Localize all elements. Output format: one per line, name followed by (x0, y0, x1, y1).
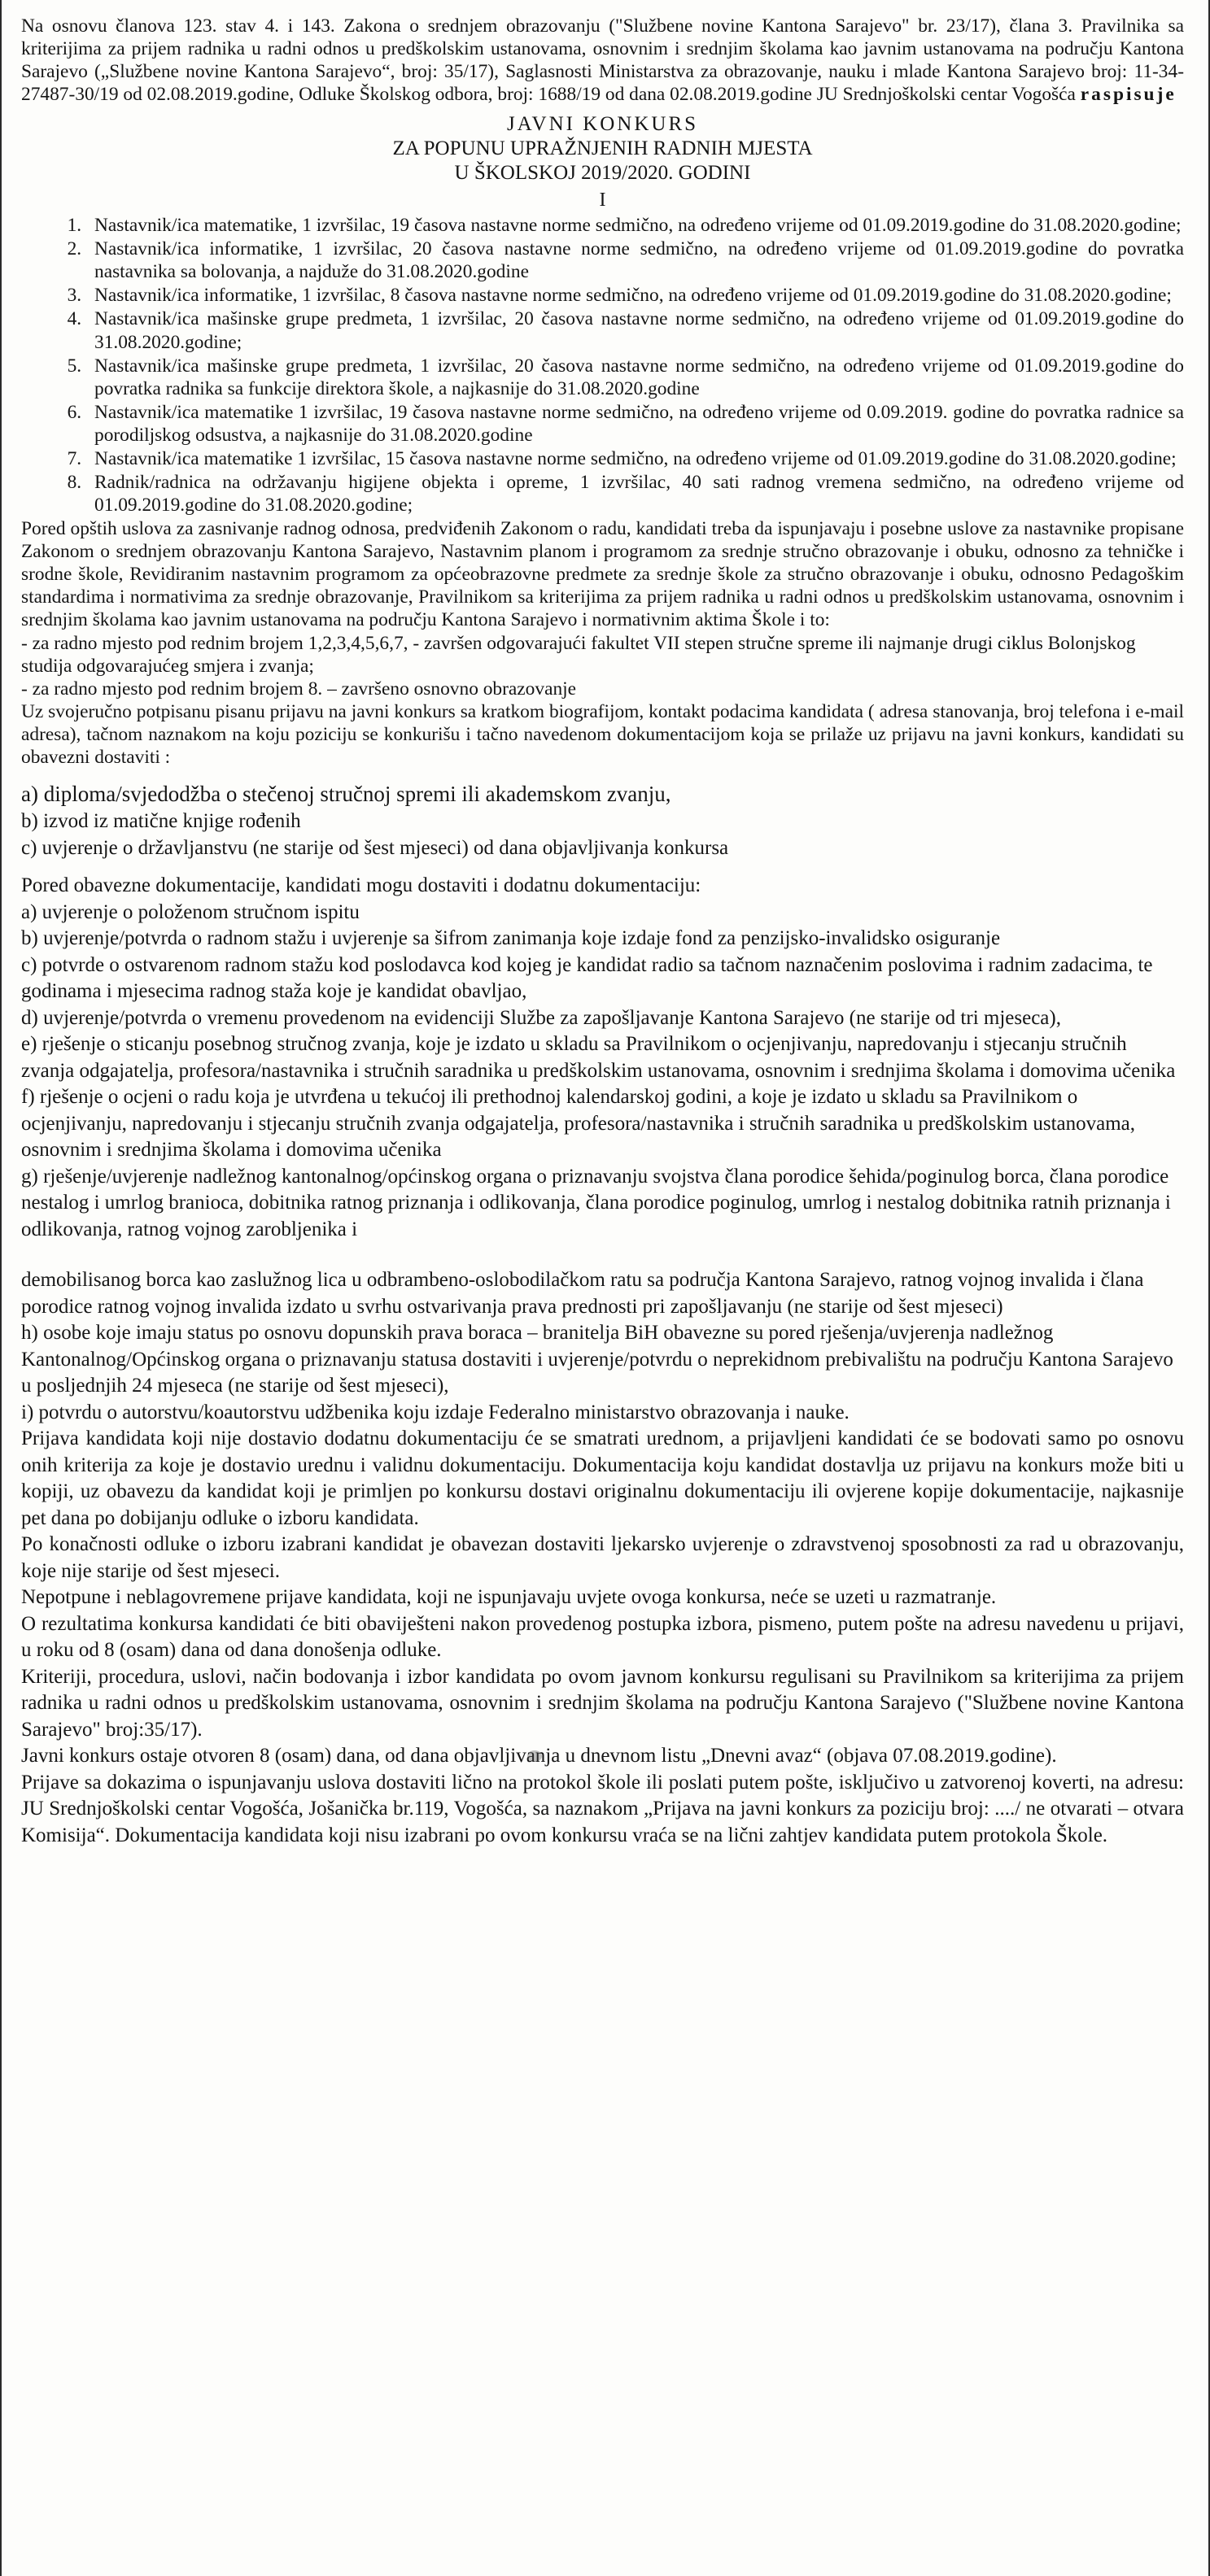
additional-doc-item: h) osobe koje imaju status po osnovu dopunskih prava boraca – branitelja BiH obavezne su pored rješenja/uvjerenja nadležnog Kantonalnog/Općinskog organa o priznavanju statusa dostaviti i uvjerenje/potvrdu o neprekidnom prebivalištu na području Kantona Sarajevo u posljednjih 24 mjeseca (ne starije od šest mjeseci), (21, 1322, 1173, 1397)
paragraph-criteria: Kriteriji, procedura, uslovi, način bodovanja i izbor kandidata po ovom javnom konkursu regulisani su Pravilnikom sa kriterijima za prijem radnika u radni odnos u predškolskim ustanovama, osnovnim i srednjim školama na području Kantona Sarajevo ("Službene novine Kantona Sarajevo" broj:35/17). (21, 1665, 1184, 1741)
intro-paragraph (21, 15, 1184, 106)
additional-doc-item: b) uvjerenje/potvrda o radnom stažu i uvjerenje sa šifrom zanimanja koje izdaje fond za penzijsko-invalidsko osiguranje (21, 927, 1001, 950)
position-item: 2. Nastavnik/ica informatike, 1 izvršilac, 20 časova nastavne norme sedmično, na određeno vrijeme od 01.09.2019.godine do povratka nastavnika sa bolovanja, a najduže do 31.08.2020.godine (86, 238, 1184, 283)
paragraph-submission: Prijave sa dokazima o ispunjavanju uslova dostaviti lično na protokol škole ili poslati putem pošte, isključivo u zatvorenoj koverti, na adresu: JU Srednjoškolski centar Vogošća, Jošanička br.119, Vogošća, sa naznakom „Prijava na javni konkurs za poziciju broj: ..../ ne otvarati – otvara Komisija“. Dokumentacija kandidata koji nisu izabrani po ovom konkursu vraća se na lični zahtjev kandidata putem protokola Škole. (21, 1771, 1184, 1846)
intro-text: Na osnovu članova 123. stav 4. i 143. Zakona o srednjem obrazovanju ("Službene novine Kantona Sarajevo" br. 23/17), člana 3. Pravilnika sa kriterijima za prijem radnika u radni odnos u predškolskim ustanovama, osnovnim i srednjim školama kao javnim ustanovama na području Kantona Sarajevo („Službene novine Kantona Sarajevo“, broj: 35/17), Saglasnosti Ministarstva za obrazovanje, nauku i mlade Kantona Sarajevo broj: 11-34-27487-30/19 od 02.08.2019.godine, Odluke Školskog odbora, broj: 1688/19 od dana 02.08.2019.godine JU Srednjoškolski centar Vogošća (21, 15, 1184, 106)
additional-doc-item: e) rješenje o sticanju posebnog stručnog zvanja, koje je izdato u skladu sa Pravilnikom o ocjenjivanju, napredovanju i stjecanju stručnih zvanja odgajatelja, profesora/nastavnika i stručnih saradnika u predškolskim ustanovama, osnovnim i srednjima školama i domovima učenika (21, 1033, 1176, 1082)
position-item: 3. Nastavnik/ica informatike, 1 izvršilac, 8 časova nastavne norme sedmično, na određeno vrijeme od 01.09.2019.godine do 31.08.2020.godine; (86, 284, 1184, 307)
additional-doc-item: d) uvjerenje/potvrda o vremenu provedenom na evidenciji Službe za zapošljavanje Kantona Sarajevo (ne starije od tri mjeseca), (21, 1006, 1061, 1029)
general-conditions: Pored opštih uslova za zasnivanje radnog odnosa, predviđenih Zakonom o radu, kandidati treba da ispunjavaju i posebne uslove za nastavnike propisane Zakonom o srednjem obrazovanju Kantona Sarajevo, Nastavnim planom i programom za srednje stručno obrazovanje i obuku, odnosno za tehničke i srodne škole, Revidiranim nastavnim programom za općeobrazovne predmete za srednje škole za stručno obrazovanje i obuku, odnosno Pedagoškim standardima i normativima za srednje obrazovanje, Pravilnikom sa kriterijima za prijem radnika u radni odnos u predškolskim ustanovama, osnovnim i srednjim školama kao javnim ustanovama na području Kantona Sarajevo i normativnim aktima Škole i to: (21, 518, 1184, 631)
condition-position-8: - za radno mjesto pod rednim brojem 8. – završeno osnovno obrazovanje (21, 678, 577, 700)
application-instructions: Uz svojeručno potpisanu pisanu prijavu na javni konkurs sa kratkom biografijom, kontakt podacima kandidata ( adresa stanovanja, broj telefona i e-mail adresa), tačnom naznakom na koju poziciju se konkurišu i tačno navedenom dokumentacijom koja se prilaže uz prijavu na javni konkurs, kandidati su obavezni dostaviti : (21, 700, 1184, 768)
title-line-1: JAVNI KONKURS (506, 113, 699, 136)
additional-documents-continued (21, 1267, 1184, 1426)
mandatory-doc-item: a) diploma/svjedodžba o stečenoj stručnoj spremi ili akademskom zvanju, (21, 781, 671, 806)
position-item: 8. Radnik/radnica na održavanju higijene objekta i opreme, 1 izvršilac, 40 sati radnog vremena sedmično, na određeno vrijeme od 01.09.2019.godine do 31.08.2020.godine; (86, 471, 1184, 517)
title-block (21, 112, 1184, 185)
additional-doc-item: c) potvrde o ostvarenom radnom stažu kod poslodavca kod kojeg je kandidat radio sa tačnom naznačenim poslovima i radnim zadacima, te godinama i mjesecima radnog staža koje je kandidat obavljao, (21, 953, 1153, 1003)
position-item: 4. Nastavnik/ica mašinske grupe predmeta, 1 izvršilac, 20 časova nastavne norme sedmično, na određeno vrijeme od 01.09.2019.godine do 31.08.2020.godine; (86, 307, 1184, 353)
additional-doc-item: f) rješenje o ocjeni o radu koja je utvrđena u tekućoj ili prethodnoj kalendarskoj godini, a koje je izdato u skladu sa Pravilnikom o ocjenjivanju, napredovanju i stjecanju stručnih zvanja odgajatelja, profesora/nastavnika i stručnih saradnika u predškolskim ustanovama, osnovnim i srednjima školama i domovima učenika (21, 1086, 1136, 1162)
title-line-3: U ŠKOLSKOJ 2019/2020. GODINI (454, 162, 751, 185)
title-line-2: ZA POPUNU UPRAŽNJENIH RADNIH MJESTA (392, 137, 813, 160)
additional-documents (21, 873, 1184, 1243)
additional-docs-intro: Pored obavezne dokumentacije, kandidati mogu dostaviti i dodatnu dokumentaciju: (21, 874, 701, 897)
additional-doc-g-continued: demobilisanog borca kao zaslužnog lica u odbrambeno-oslobodilačkom ratu sa područja Kantona Sarajevo, ratnog vojnog invalida i člana porodice ratnog vojnog invalida izdato u svrhu ostvarivanja prava prednosti pri zapošljavanju (ne starije od šest mjeseci) (21, 1269, 1144, 1318)
position-item: 5. Nastavnik/ica mašinske grupe predmeta, 1 izvršilac, 20 časova nastavne norme sedmično, na određeno vrijeme od 01.09.2019.godine do povratka radnika sa funkcije direktora škole, a najkasnije do 31.08.2020.godine (86, 355, 1184, 400)
position-item: 1. Nastavnik/ica matematike, 1 izvršilac, 19 časova nastavne norme sedmično, na određeno vrijeme od 01.09.2019.godine do 31.08.2020.godine; (86, 214, 1184, 237)
mandatory-documents (21, 780, 1184, 861)
paragraph-medical-certificate: Po konačnosti odluke o izboru izabrani kandidat je obavezan dostaviti ljekarsko uvjerenje o zdravstvenoj sposobnosti za rad u obrazovanju, koje nije starije od šest mjeseci. (21, 1533, 1184, 1582)
position-item: 7. Nastavnik/ica matematike 1 izvršilac, 15 časova nastavne norme sedmično, na određeno vrijeme od 01.09.2019.godine do 31.08.2020.godine; (86, 447, 1184, 470)
paragraph-orderly-application: Prijava kandidata koji nije dostavio dodatnu dokumentaciju će se smatrati urednom, a prijavljeni kandidati će se bodovati samo po osnovu onih kriterija za koje je dostavio urednu i validnu dokumentaciju. Dokumentacija koju kandidat dostavlja uz prijavu na konkurs može biti u kopiji, uz obavezu da kandidat koji je primljen po konkursu dostavi originalnu dokumentaciju ili ovjerene kopije dokumentacije, najkasnije pet dana po dobijanju odluke o izboru kandidata. (21, 1427, 1184, 1529)
condition-positions-1-7: - za radno mjesto pod rednim brojem 1,2,3,4,5,6,7, - završen odgovarajući fakultet VII stepen stručne spreme ili najmanje drugi ciklus Bolonjskog studija odgovarajućeg smjera i zvanja; (21, 632, 1136, 677)
scan-smudge-mark (527, 1750, 542, 1762)
mandatory-doc-item: c) uvjerenje o državljanstvu (ne starije od šest mjeseci) od dana objavljivanja konkursa (21, 836, 729, 859)
positions-list (21, 214, 1184, 517)
additional-doc-item: a) uvjerenje o položenom stručnom ispitu (21, 900, 360, 923)
section-number: I (599, 190, 606, 211)
paragraph-open-period: Javni konkurs ostaje otvoren 8 (osam) dana, od dana objavljivanja u dnevnom listu „Dnevni avaz“ (objava 07.08.2019.godine). (21, 1745, 1057, 1767)
position-item: 6. Nastavnik/ica matematike 1 izvršilac, 19 časova nastavne norme sedmično, na određeno vrijeme od 0.09.2019. godine do povratka radnice sa porodiljskog odsustva, a najkasnije do 31.08.2020.godine (86, 401, 1184, 447)
mandatory-doc-item: b) izvod iz matične knjige rođenih (21, 810, 301, 833)
additional-doc-item: g) rješenje/uvjerenje nadležnog kantonalnog/općinskog organa o priznavanju svojstva člana porodice šehida/poginulog borca, člana porodice nestalog i umrlog branioca, dobitnika ratnog priznanja i odlikovanja, člana porodice poginulog, umrlog i nestalog dobitnika ratnih priznanja i odlikovanja, ratnog vojnog zarobljenika i (21, 1165, 1171, 1240)
intro-raspisuje: raspisuje (1080, 84, 1177, 106)
paragraph-results: O rezultatima konkursa kandidati će biti obaviješteni nakon provedenog postupka izbora, pismeno, putem pošte na adresu navedenu u prijavi, u roku od 8 (osam) dana od dana donošenja odluke. (21, 1612, 1184, 1662)
paragraph-incomplete-applications: Nepotpune i neblagovremene prijave kandidata, koji ne ispunjavaju uvjete ovoga konkursa, neće se uzeti u razmatranje. (21, 1586, 997, 1609)
additional-doc-item: i) potvrdu o autorstvu/koautorstvu udžbenika koju izdaje Federalno ministarstvo obrazovanja i nauke. (21, 1401, 850, 1423)
